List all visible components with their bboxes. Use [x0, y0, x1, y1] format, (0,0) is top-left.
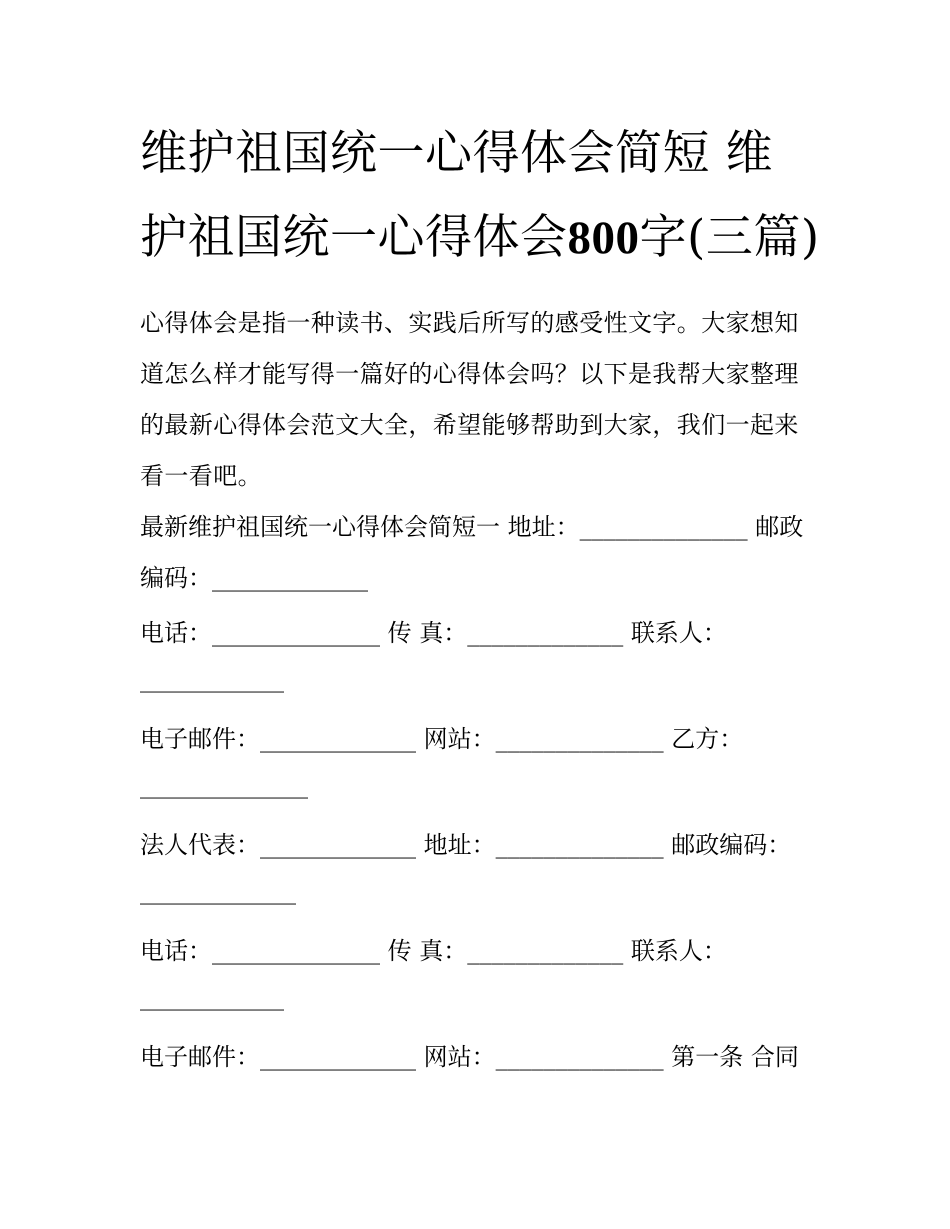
title-text-part2: 字(三篇): [639, 210, 820, 265]
form-line-phone: 电话：______________ 传 真：_____________ 联系人：____________: [140, 619, 727, 693]
document-body: [140, 298, 820, 1080]
form-line-phone-2: 电话：______________ 传 真：_____________ 联系人：____________: [140, 937, 727, 1011]
document-title: [140, 112, 820, 280]
form-line-address: 最新维护祖国统一心得体会简短一 地址：______________ 邮政编码：_____________: [140, 513, 804, 592]
title-text-part1: 维护祖国统一心得体会简短 维护祖国统一心得体会: [140, 126, 773, 265]
intro-paragraph: 心得体会是指一种读书、实践后所写的感受性文字。大家想知道怎么样才能写得一篇好的心得体会吗？以下是我帮大家整理的最新心得体会范文大全，希望能够帮助到大家，我们一起来看一看吧。: [140, 309, 799, 490]
form-line-legal-rep: 法人代表：_____________ 地址：______________ 邮政编码：_____________: [140, 831, 792, 905]
title-number: 800: [567, 212, 640, 264]
form-line-email-article: 电子邮件：_____________ 网站：______________ 第一条 合同: [140, 1043, 799, 1071]
document-page: [140, 112, 820, 1080]
form-line-email-party-b: 电子邮件：_____________ 网站：______________ 乙方：______________: [140, 725, 744, 799]
